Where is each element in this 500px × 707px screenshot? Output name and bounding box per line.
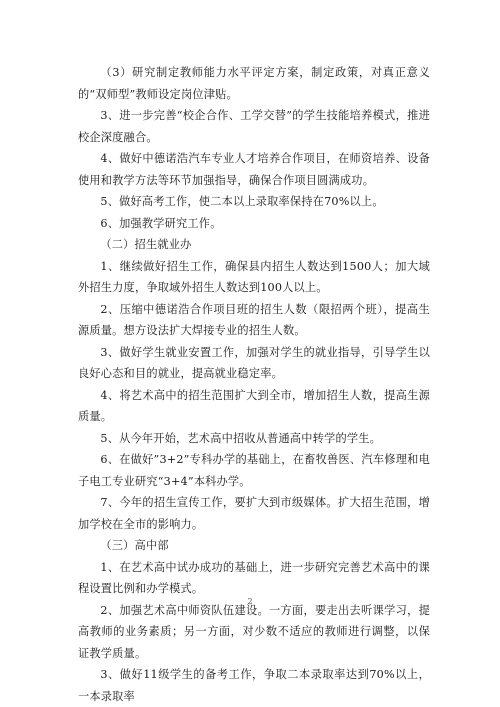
paragraph-enrollment-target: 1、继续做好招生工作，确保县内招生人数达到1500人；加大域外招生力度，争取域外招生人数达到100人以上。 xyxy=(78,259,430,294)
paragraph-publicity: 7、今年的招生宣传工作，要扩大到市级媒体。扩大招生范围，增加学校在全市的影响力。 xyxy=(78,496,430,531)
paragraph-auto-project: 4、做好中德诺浩汽车专业人才培养合作项目，在师资培养、设备使用和教学方法等环节加强指导，确保合作项目圆满成功。 xyxy=(78,152,430,187)
paragraph-teacher-allowance: （3）研究制定教师能力水平评定方案，制定政策，对真正意义的“双师型”教师设定岗位津贴。 xyxy=(78,66,430,101)
paragraph-college-exam: 5、做好高考工作，使二本以上录取率保持在70%以上。 xyxy=(100,195,384,208)
paragraph-program-research: 6、在做好”3+2”专科办学的基础上，在畜牧兽医、汽车修理和电子电工专业研究“3+4”本科办学。 xyxy=(78,453,430,488)
paragraph-faculty: 2、加强艺术高中师资队伍建设。一方面，要走出去听课学习，提高教师的业务素质；另一方面，对少数不适应的教师进行调整，以保证教学质量。 xyxy=(78,603,430,660)
section-heading-enrollment: （二）招生就业办 xyxy=(100,238,192,251)
paragraph-art-school-scope: 4、将艺术高中的招生范围扩大到全市，增加招生人数，提高生源质量。 xyxy=(78,388,430,423)
document-body xyxy=(78,62,430,707)
paragraph-class-reduction: 2、压缩中德诺浩合作项目班的招生人数（限招两个班），提高生源质量。想方设法扩大焊接专业的招生人数。 xyxy=(78,302,430,337)
page-number: 2 xyxy=(247,597,253,606)
paragraph-teaching-research: 6、加强教学研究工作。 xyxy=(100,216,222,230)
section-heading-high-school: （三）高中部 xyxy=(100,539,169,552)
paragraph-school-enterprise: 3、进一步完善“校企合作、工学交替”的学生技能培养模式，推进校企深度融合。 xyxy=(78,109,430,144)
paragraph-curriculum: 1、在艺术高中试办成功的基础上，进一步研究完善艺术高中的课程设置比例和办学模式。 xyxy=(78,560,430,595)
paragraph-employment: 3、做好学生就业安置工作，加强对学生的就业指导，引导学生以良好心态和目的就业，提高就业稳定率。 xyxy=(78,345,430,380)
paragraph-exam-prep: 3、做好11级学生的备考工作，争取二本录取率达到70%以上，一本录取率 xyxy=(78,668,430,703)
paragraph-transfer-students: 5、从今年开始，艺术高中招收从普通高中转学的学生。 xyxy=(100,431,382,445)
